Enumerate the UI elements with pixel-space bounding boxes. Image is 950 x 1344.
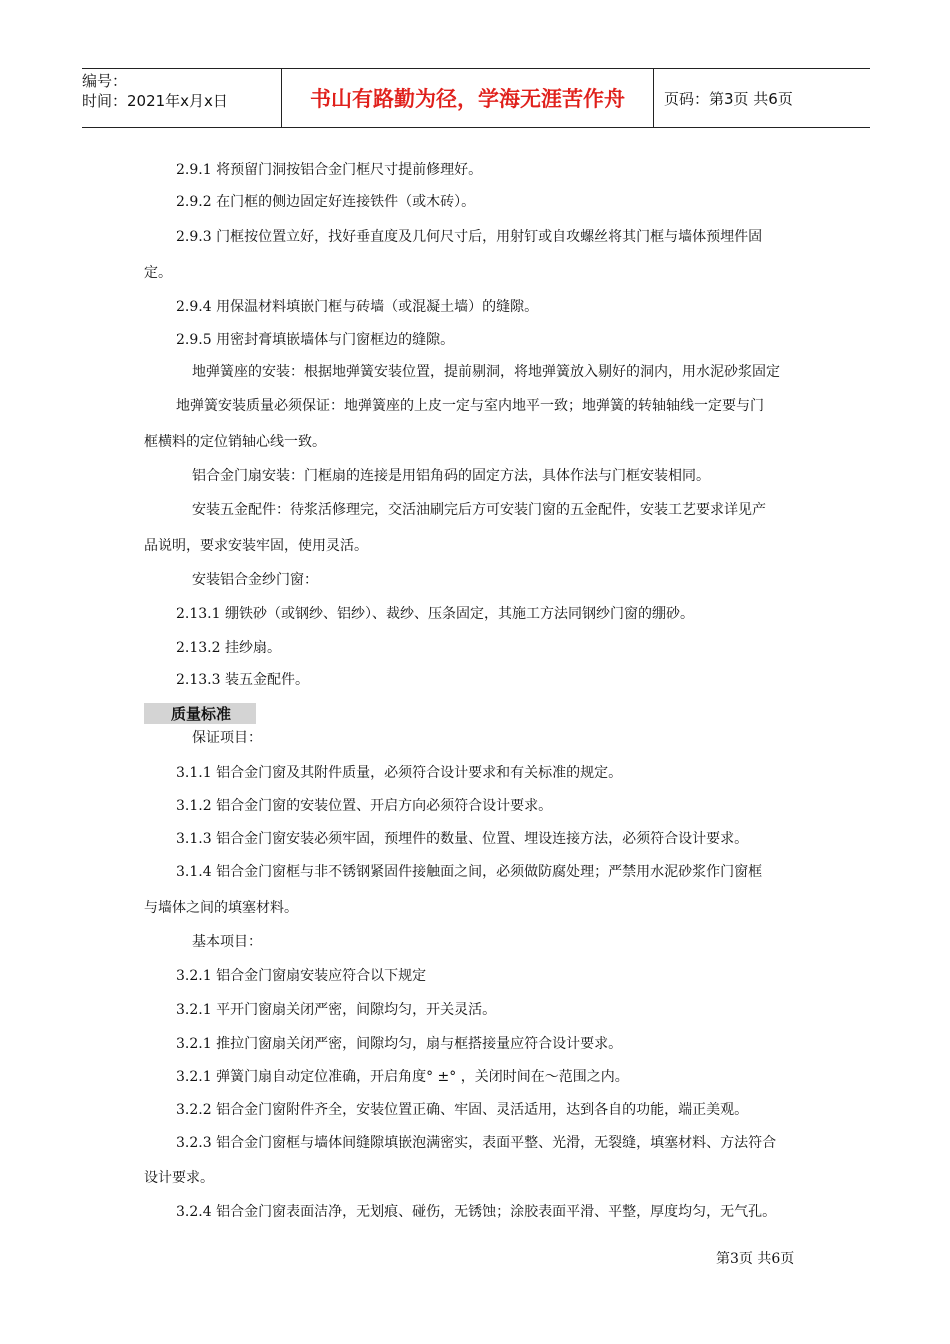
paragraph-line: 2.9.3 门框按位置立好，找好垂直度及几何尺寸后，用射钉或自攻螺丝将其门框与墙体预埋件固 — [176, 229, 763, 245]
paragraph-line: 地弹簧座的安装：根据地弹簧安装位置，提前剔洞，将地弹簧放入剔好的洞内，用水泥砂浆固定 — [192, 364, 780, 380]
paragraph-line: 与墙体之间的填塞材料。 — [144, 900, 298, 916]
paragraph-line: 框横料的定位销轴心线一致。 — [144, 434, 326, 450]
paragraph-line: 设计要求。 — [144, 1170, 214, 1186]
paragraph-line: 安装铝合金纱门窗： — [192, 572, 318, 588]
paragraph-line: 3.1.1 铝合金门窗及其附件质量，必须符合设计要求和有关标准的规定。 — [176, 765, 623, 781]
paragraph-line: 3.2.1 推拉门窗扇关闭严密，间隙均匀，扇与框搭接量应符合设计要求。 — [176, 1036, 623, 1052]
paragraph-line: 3.1.2 铝合金门窗的安装位置、开启方向必须符合设计要求。 — [176, 798, 553, 814]
paragraph-line: 安装五金配件：待浆活修理完，交活油刷完后方可安装门窗的五金配件，安装工艺要求详见产 — [192, 502, 766, 518]
number-label: 编号： — [82, 72, 128, 90]
paragraph-line: 3.1.3 铝合金门窗安装必须牢固，预埋件的数量、位置、埋设连接方法，必须符合设计要求。 — [176, 831, 749, 847]
paragraph-line: 基本项目： — [192, 934, 262, 950]
paragraph-line: 3.1.4 铝合金门窗框与非不锈钢紧固件接触面之间，必须做防腐处理；严禁用水泥砂浆作门窗框 — [176, 864, 763, 880]
time-label: 时间：2021年x月x日 — [82, 92, 228, 110]
paragraph-line: 3.2.3 铝合金门窗框与墙体间缝隙填嵌泡满密实，表面平整、光滑，无裂缝，填塞材料、方法符合 — [176, 1135, 777, 1151]
header-motto: 书山有路勤为径，学海无涯苦作舟 — [282, 69, 654, 127]
paragraph-line: 2.9.1 将预留门洞按铝合金门框尺寸提前修理好。 — [176, 162, 483, 178]
header-left-cell — [82, 69, 282, 127]
paragraph-line: 定。 — [144, 265, 172, 281]
section-title: 质量标准 — [171, 705, 232, 723]
page-header — [82, 68, 870, 128]
paragraph-line: 2.13.3 装五金配件。 — [176, 672, 309, 688]
paragraph-line: 保证项目： — [192, 730, 262, 746]
header-page-label: 页码：第3页 共6页 — [664, 89, 793, 108]
paragraph-line: 2.13.1 绷铁砂（或钢纱、铝纱）、裁纱、压条固定，其施工方法同钢纱门窗的绷砂。 — [176, 606, 694, 622]
paragraph-line: 3.2.1 平开门窗扇关闭严密，间隙均匀，开关灵活。 — [176, 1002, 497, 1018]
paragraph-line: 地弹簧安装质量必须保证：地弹簧座的上皮一定与室内地平一致；地弹簧的转轴轴线一定要与门 — [176, 398, 764, 414]
paragraph-line: 2.9.2 在门框的侧边固定好连接铁件（或木砖）。 — [176, 194, 476, 210]
paragraph-line: 2.9.4 用保温材料填嵌门框与砖墙（或混凝土墙）的缝隙。 — [176, 299, 539, 315]
paragraph-line: 3.2.4 铝合金门窗表面洁净，无划痕、碰伤，无锈蚀；涂胶表面平滑、平整，厚度均匀，无气孔。 — [176, 1204, 777, 1220]
page-footer: 第3页 共6页 — [716, 1251, 795, 1267]
paragraph-line: 3.2.1 铝合金门窗扇安装应符合以下规定 — [176, 968, 427, 984]
paragraph-line: 铝合金门扇安装：门框扇的连接是用铝角码的固定方法，具体作法与门框安装相同。 — [192, 468, 710, 484]
paragraph-line: 品说明，要求安装牢固，使用灵活。 — [144, 538, 368, 554]
paragraph-line: 2.13.2 挂纱扇。 — [176, 640, 281, 656]
paragraph-line: 3.2.2 铝合金门窗附件齐全，安装位置正确、牢固、灵活适用，达到各自的功能，端正美观。 — [176, 1102, 749, 1118]
paragraph-line: 3.2.1 弹簧门扇自动定位准确，开启角度° ±° ，关闭时间在～范围之内。 — [176, 1069, 629, 1085]
paragraph-line: 2.9.5 用密封膏填嵌墙体与门窗框边的缝隙。 — [176, 332, 455, 348]
